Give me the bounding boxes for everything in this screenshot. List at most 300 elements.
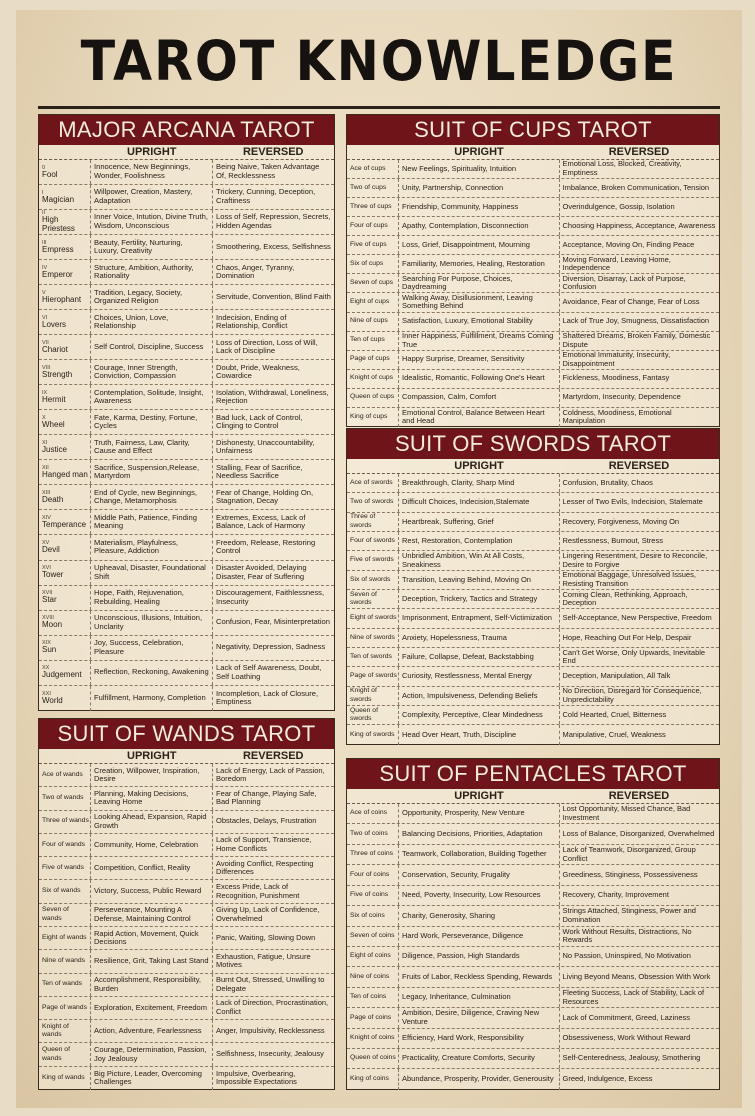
table-row <box>39 1043 334 1066</box>
card-number: IV <box>42 264 48 271</box>
reversed-meaning: No Direction, Disregard for Consequence, Unpredictability <box>562 686 702 704</box>
reversed-meaning: Negativity, Depression, Sadness <box>216 642 326 652</box>
reversed-meaning: Burnt Out, Stressed, Unwilling to Delegate <box>216 975 325 993</box>
card-name: King of wands <box>42 1074 85 1081</box>
table-row <box>347 609 719 628</box>
reversed-meaning: Cold Hearted, Cruel, Bitterness <box>562 710 667 719</box>
reversed-meaning: Impulsive, Overbearing, Impossible Expectations <box>216 1068 297 1087</box>
card-name: Chariot <box>42 344 68 354</box>
upright-meaning: Familiarity, Memories, Healing, Restoration <box>399 255 560 273</box>
card-number: XVIII <box>42 615 54 622</box>
reversed-meaning: Anger, Impulsivity, Recklessness <box>216 1025 325 1035</box>
reversed-meaning: Moving Forward, Leaving Home, Independence <box>562 255 671 273</box>
card-name-cell <box>39 586 91 610</box>
cups-column-headers <box>347 145 719 160</box>
upright-meaning: Looking Ahead, Expansion, Rapid Growth <box>91 811 213 833</box>
upright-meaning: Hard Work, Perseverance, Diligence <box>399 927 560 946</box>
card-name-cell <box>39 435 91 459</box>
table-row <box>347 474 719 493</box>
card-name: Eight of swords <box>350 614 397 622</box>
upright-meaning: Rapid Action, Movement, Quick Decisions <box>91 927 213 949</box>
table-row <box>39 661 334 686</box>
reversed-meaning: Giving Up, Lack of Confidence, Overwhelmed <box>216 905 320 923</box>
reversed-meaning: Lack of Direction, Procrastination, Conflict <box>216 998 329 1016</box>
card-name: Fool <box>42 169 58 179</box>
reversed-meaning: Discouragement, Faithlessness, Insecurity <box>216 587 325 606</box>
reversed-meaning: Fear of Change, Playing Safe, Bad Planning <box>216 788 317 807</box>
wands-title: SUIT OF WANDS TAROT <box>39 719 334 749</box>
card-name: Magician <box>42 194 75 204</box>
table-row <box>347 160 719 179</box>
card-name: Justice <box>42 445 67 455</box>
table-row <box>39 927 334 950</box>
card-name-cell <box>347 236 399 254</box>
table-row <box>347 1029 719 1049</box>
card-name: Four of coins <box>350 870 390 878</box>
card-name-cell <box>39 974 91 996</box>
table-row <box>39 974 334 997</box>
reversed-meaning: Overindulgence, Gossip, Isolation <box>562 201 675 211</box>
card-name: Nine of cups <box>350 317 388 325</box>
card-name-cell <box>39 834 91 856</box>
upright-meaning: Inner Happiness, Fulfillment, Dreams Coming True <box>399 332 560 350</box>
card-name-cell <box>39 1043 91 1065</box>
reversed-meaning: Lack of Support, Transience, Home Conflicts <box>216 835 312 853</box>
card-name: Ten of cups <box>350 336 385 344</box>
upright-meaning: New Feelings, Spirituality, Intuition <box>399 160 560 178</box>
reversed-meaning: Smoothering, Excess, Selfishness <box>216 241 331 251</box>
table-row <box>347 571 719 590</box>
upright-meaning: Happy Surprise, Dreamer, Sensitivity <box>399 351 560 369</box>
card-name-cell <box>347 255 399 273</box>
table-row <box>347 1049 719 1069</box>
card-number: XI <box>42 440 48 447</box>
card-name-cell <box>347 865 399 884</box>
upright-header: UPRIGHT <box>127 750 177 762</box>
card-name-cell <box>39 1067 91 1090</box>
table-row <box>347 865 719 885</box>
upright-meaning: Action, Adventure, Fearlessness <box>91 1020 213 1042</box>
table-row <box>347 824 719 844</box>
card-name-cell <box>39 485 91 509</box>
upright-meaning: Diligence, Passion, High Standards <box>399 947 560 966</box>
card-name-cell <box>39 460 91 484</box>
card-name-cell <box>39 880 91 902</box>
table-row <box>39 586 334 611</box>
upright-header: UPRIGHT <box>127 146 177 158</box>
reversed-meaning: Greed, Indulgence, Excess <box>562 1074 653 1084</box>
card-name: Strength <box>42 369 73 379</box>
reversed-meaning: Emotional Immaturity, Insecurity, Disappointment <box>562 350 671 368</box>
upright-meaning: Rest, Restoration, Contemplation <box>399 532 560 550</box>
reversed-meaning: Obsessiveness, Work Without Reward <box>562 1033 691 1043</box>
card-name-cell <box>347 845 399 864</box>
upright-meaning: Balancing Decisions, Priorities, Adaptation <box>399 824 560 843</box>
table-row <box>347 687 719 706</box>
card-name: Ace of cups <box>350 164 386 172</box>
card-name: Four of cups <box>350 221 388 229</box>
card-name: Eight of cups <box>350 298 390 306</box>
reversed-meaning: Panic, Waiting, Slowing Down <box>216 932 316 942</box>
table-row <box>347 179 719 198</box>
card-name-cell <box>347 551 399 569</box>
wands-rows <box>39 764 334 1090</box>
reversed-meaning: Fickleness, Moodiness, Fantasy <box>562 373 670 383</box>
card-name: Page of cups <box>350 355 390 363</box>
card-name: Five of wands <box>42 863 84 871</box>
card-name-cell <box>39 210 91 234</box>
upright-meaning: Fate, Karma, Destiny, Fortune, Cycles <box>91 410 213 434</box>
upright-meaning: Emotional Control, Balance Between Heart and Head <box>399 408 560 427</box>
table-row <box>347 725 719 744</box>
card-name-cell <box>347 927 399 946</box>
card-name-cell <box>39 636 91 660</box>
table-row <box>39 561 334 586</box>
card-name-cell <box>347 513 399 531</box>
card-number: VI <box>42 314 48 321</box>
card-name: Moon <box>42 620 63 630</box>
card-name-cell <box>39 787 91 809</box>
card-name-cell <box>347 274 399 292</box>
reversed-meaning: Martyrdom, Insecurity, Dependence <box>562 392 681 402</box>
page-title: TAROT KNOWLEDGE <box>80 29 678 93</box>
reversed-header: REVERSED <box>242 146 304 158</box>
table-row <box>347 236 719 255</box>
card-name-cell <box>347 571 399 589</box>
card-number: X <box>42 415 46 422</box>
card-name-cell <box>347 804 399 823</box>
card-name: Ace of coins <box>350 809 388 817</box>
upright-meaning: Courage, Inner Strength, Conviction, Compassion <box>91 360 213 384</box>
pentacles-panel <box>346 758 720 1090</box>
upright-meaning: Head Over Heart, Truth, Discipline <box>399 725 560 744</box>
upright-meaning: Planning, Making Decisions, Leaving Home <box>91 787 213 809</box>
card-name-cell <box>347 408 399 427</box>
table-row <box>39 857 334 880</box>
upright-meaning: Action, Impulsiveness, Defending Beliefs <box>399 687 560 705</box>
upright-meaning: Community, Home, Celebration <box>91 834 213 856</box>
reversed-meaning: Choosing Happiness, Acceptance, Awareness <box>562 220 716 230</box>
card-number: XII <box>42 465 49 472</box>
card-name: Five of swords <box>350 556 394 564</box>
table-row <box>347 408 719 427</box>
upright-meaning: Reflection, Reckoning, Awakening <box>91 661 213 685</box>
reversed-meaning: Excess Pride, Lack of Recognition, Punishment <box>216 881 300 900</box>
major-column-headers <box>39 145 334 160</box>
table-row <box>347 274 719 293</box>
card-number: XX <box>42 665 50 672</box>
card-name-cell <box>39 235 91 259</box>
table-row <box>39 611 334 636</box>
table-row <box>347 389 719 408</box>
card-name-cell <box>347 967 399 986</box>
card-name: Two of coins <box>350 829 388 837</box>
reversed-meaning: Coldness, Moodiness, Emotional Manipulation <box>562 407 672 426</box>
card-name: Page of wands <box>42 1003 87 1011</box>
table-row <box>39 260 334 285</box>
reversed-meaning: Obstacles, Delays, Frustration <box>216 816 317 826</box>
table-row <box>39 385 334 410</box>
card-name-cell <box>39 904 91 926</box>
card-name: Knight of cups <box>350 374 394 382</box>
upright-meaning: Compassion, Calm, Comfort <box>399 389 560 407</box>
upright-meaning: Perseverance, Mounting A Defense, Maintaining Control <box>91 904 213 926</box>
reversed-meaning: Confusion, Fear, Misinterpretation <box>216 617 330 627</box>
card-name-cell <box>347 313 399 331</box>
card-name: Wheel <box>42 420 65 430</box>
reversed-meaning: Shattered Dreams, Broken Family, Domestic Dispute <box>562 331 711 349</box>
upright-meaning: Inner Voice, Intution, Divine Truth, Wisdom, Unconscious <box>91 210 213 234</box>
upright-meaning: Conservation, Security, Frugality <box>399 865 560 884</box>
reversed-meaning: No Passion, Uninspired, No Motivation <box>562 951 691 961</box>
card-name: Two of swords <box>350 498 394 506</box>
table-row <box>347 988 719 1008</box>
table-row <box>39 510 334 535</box>
card-name-cell <box>347 706 399 724</box>
reversed-meaning: Lack of Energy, Lack of Passion, Boredom <box>216 765 325 784</box>
card-name: Hierophant <box>42 294 82 304</box>
reversed-meaning: Deception, Manipulation, All Talk <box>562 671 671 681</box>
upright-meaning: Difficult Choices, Indecision,Stalemate <box>399 493 560 511</box>
pentacles-rows <box>347 804 719 1090</box>
card-name-cell <box>39 661 91 685</box>
reversed-meaning: Fear of Change, Holding On, Stagnation, Decay <box>216 487 314 506</box>
reversed-meaning: Bad luck, Lack of Control, Clinging to Control <box>216 412 303 431</box>
card-name-cell <box>39 927 91 949</box>
upright-meaning: Truth, Fairness, Law, Clarity, Cause and Effect <box>91 435 213 459</box>
card-name: Ten of coins <box>350 993 387 1001</box>
reversed-meaning: Restlessness, Burnout, Stress <box>562 535 663 545</box>
table-row <box>347 198 719 217</box>
table-row <box>39 834 334 857</box>
title-divider <box>38 106 720 109</box>
reversed-meaning: Diversion, Disarray, Lack of Purpose, Confusion <box>562 274 686 292</box>
upright-meaning: Abundance, Prosperity, Provider, Generousity <box>399 1069 560 1089</box>
card-name: Lovers <box>42 319 67 329</box>
card-number: III <box>42 239 47 246</box>
card-number: XXI <box>42 690 51 697</box>
upright-meaning: Practicality, Creature Comforts, Security <box>399 1049 560 1068</box>
table-row <box>347 967 719 987</box>
table-row <box>39 997 334 1020</box>
table-row <box>39 235 334 260</box>
reversed-meaning: Living Beyond Means, Obsession With Work <box>562 971 711 981</box>
card-number: XVI <box>42 565 51 572</box>
reversed-meaning: Can't Get Worse, Only Upwards, Inevitable End <box>562 648 706 666</box>
card-number: XIX <box>42 640 51 647</box>
card-name: Three of swords <box>350 513 376 529</box>
card-name: High Priestess <box>42 215 75 234</box>
reversed-meaning: Freedom, Release, Restoring Control <box>216 537 316 556</box>
card-number: 0 <box>42 164 46 171</box>
table-row <box>39 686 334 711</box>
table-row <box>39 310 334 335</box>
reversed-meaning: Confusion, Brutality, Chaos <box>562 477 653 487</box>
swords-column-headers <box>347 459 719 474</box>
reversed-meaning: Loss of Direction, Loss of Will, Lack of Discipline <box>216 337 318 356</box>
card-name-cell <box>347 217 399 235</box>
table-row <box>347 804 719 824</box>
table-row <box>39 435 334 460</box>
card-name: Emperor <box>42 269 73 279</box>
reversed-meaning: Recovery, Forgiveness, Moving On <box>562 516 680 526</box>
table-row <box>347 351 719 370</box>
card-number: XVII <box>42 590 53 597</box>
card-number: VIII <box>42 364 51 371</box>
table-row <box>347 217 719 236</box>
card-number: II <box>42 210 46 217</box>
table-row <box>347 493 719 512</box>
card-name-cell <box>39 285 91 309</box>
table-row <box>347 590 719 609</box>
reversed-header: REVERSED <box>608 460 670 472</box>
card-name-cell <box>347 332 399 350</box>
card-name: Queen of cups <box>350 393 395 401</box>
upright-meaning: Unity, Partnership, Connection <box>399 179 560 197</box>
upright-meaning: Idealistic, Romantic, Following One's Heart <box>399 370 560 388</box>
card-name: Eight of wands <box>42 933 87 941</box>
upright-meaning: Sacrifice, Suspension,Release, Martyrdom <box>91 460 213 484</box>
upright-meaning: Structure, Ambition, Authority, Rationality <box>91 260 213 284</box>
table-row <box>39 787 334 810</box>
reversed-meaning: Avoidance, Fear of Change, Fear of Loss <box>562 297 700 307</box>
card-name-cell <box>39 1020 91 1042</box>
reversed-meaning: Loss of Balance, Disorganized, Overwhelmed <box>562 828 715 838</box>
card-name: Two of cups <box>350 183 387 191</box>
upright-meaning: Transition, Leaving Behind, Moving On <box>399 571 560 589</box>
card-name: Three of coins <box>350 850 394 858</box>
card-name-cell <box>347 629 399 647</box>
upright-meaning: Need, Poverty, Insecurity, Low Resources <box>399 886 560 905</box>
reversed-meaning: Servitude, Convention, Blind Faith <box>216 291 331 301</box>
upright-meaning: Courage, Determination, Passion, Joy Jealousy <box>91 1043 213 1065</box>
upright-meaning: Victory, Success, Public Reward <box>91 880 213 902</box>
card-number: I <box>42 189 44 196</box>
card-name: Four of swords <box>350 536 395 544</box>
reversed-header: REVERSED <box>608 146 670 158</box>
reversed-meaning: Exhaustion, Fatigue, Unsure Motives <box>216 951 311 970</box>
reversed-meaning: Loss of Self, Repression, Secrets, Hidden Agendas <box>216 212 331 231</box>
card-name-cell <box>39 535 91 559</box>
card-name-cell <box>347 160 399 178</box>
upright-meaning: Ambition, Desire, Diligence, Craving New Venture <box>399 1008 560 1027</box>
card-name: Judgement <box>42 670 82 680</box>
upright-meaning: Charity, Generosity, Sharing <box>399 906 560 925</box>
card-name-cell <box>347 179 399 197</box>
table-row <box>347 706 719 725</box>
card-name-cell <box>39 764 91 786</box>
reversed-meaning: Isolation, Withdrawal, Loneliness, Rejection <box>216 387 329 406</box>
upright-meaning: Unbridled Ambition, Win At All Costs, Sneakiness <box>399 551 560 569</box>
upright-meaning: Efficiency, Hard Work, Responsibility <box>399 1029 560 1048</box>
swords-title: SUIT OF SWORDS TAROT <box>347 429 719 459</box>
card-name-cell <box>347 1008 399 1027</box>
reversed-meaning: Manipulative, Cruel, Weakness <box>562 729 666 739</box>
upright-meaning: Joy, Success, Celebration, Pleasure <box>91 636 213 660</box>
reversed-meaning: Lack of Teamwork, Disorganized, Group Conflict <box>562 844 696 863</box>
reversed-meaning: Recovery, Charity, Improvement <box>562 890 669 900</box>
card-name-cell <box>39 950 91 972</box>
reversed-meaning: Acceptance, Moving On, Finding Peace <box>562 239 695 249</box>
card-name-cell <box>347 493 399 511</box>
card-name: Ace of swords <box>350 478 393 486</box>
card-name: Six of cups <box>350 260 384 268</box>
table-row <box>39 636 334 661</box>
card-name: Knight of wands <box>42 1022 69 1039</box>
card-name: Ace of wands <box>42 770 83 778</box>
card-name: Ten of wands <box>42 980 83 988</box>
card-name: King of swords <box>350 730 395 738</box>
swords-panel <box>346 428 720 745</box>
reversed-meaning: Greediness, Stinginess, Possessiveness <box>562 869 698 879</box>
upright-header: UPRIGHT <box>454 146 504 158</box>
card-name-cell <box>347 474 399 492</box>
major-arcana-title: MAJOR ARCANA TAROT <box>39 115 334 145</box>
upright-meaning: Willpower, Creation, Mastery, Adaptation <box>91 185 213 209</box>
card-name: Temperance <box>42 520 87 530</box>
table-row <box>39 764 334 787</box>
card-name-cell <box>347 648 399 666</box>
table-row <box>347 332 719 351</box>
card-name-cell <box>347 351 399 369</box>
card-name: Tower <box>42 570 64 580</box>
table-row <box>347 551 719 570</box>
table-row <box>347 370 719 389</box>
table-row <box>39 1067 334 1090</box>
card-name-cell <box>347 988 399 1007</box>
card-name-cell <box>39 185 91 209</box>
table-row <box>347 1069 719 1089</box>
card-name-cell <box>347 886 399 905</box>
reversed-meaning: Chaos, Anger, Tyranny, Domination <box>216 262 295 281</box>
table-row <box>347 886 719 906</box>
card-name-cell <box>39 335 91 359</box>
card-number: V <box>42 289 46 296</box>
card-name: Nine of wands <box>42 957 86 965</box>
upright-meaning: Tradition, Legacy, Society, Organized Religion <box>91 285 213 309</box>
upright-meaning: Contemplation, Solitude, Insight, Awareness <box>91 385 213 409</box>
card-name-cell <box>347 198 399 216</box>
upright-meaning: Innocence, New Beginnings, Wonder, Foolishness <box>91 160 213 184</box>
table-row <box>347 648 719 667</box>
reversed-meaning: Disaster Avoided, Delaying Disaster, Fear of Suffering <box>216 562 307 581</box>
card-name-cell <box>39 561 91 585</box>
upright-meaning: Opportunity, Prosperity, New Venture <box>399 804 560 823</box>
card-name: Queen of swords <box>350 706 378 723</box>
card-name: Page of swords <box>350 672 397 680</box>
card-name-cell <box>347 725 399 744</box>
reversed-header: REVERSED <box>608 790 670 802</box>
upright-meaning: Complexity, Perceptive, Clear Mindedness <box>399 706 560 724</box>
table-row <box>39 285 334 310</box>
reversed-meaning: Lingering Resentment, Desire to Reconcile, Desire to Forgive <box>562 551 708 569</box>
card-name: Six of coins <box>350 911 385 919</box>
card-name-cell <box>39 510 91 534</box>
card-name: Queen of wands <box>42 1045 70 1062</box>
cups-rows <box>347 160 719 427</box>
table-row <box>347 532 719 551</box>
table-row <box>39 360 334 385</box>
card-name-cell <box>347 293 399 311</box>
table-row <box>347 255 719 274</box>
reversed-meaning: Self-Centeredness, Jealousy, Smothering <box>562 1053 701 1063</box>
card-name-cell <box>347 532 399 550</box>
card-name: Seven of swords <box>350 590 377 607</box>
upright-meaning: Curiosity, Restlessness, Mental Energy <box>399 667 560 685</box>
cups-panel <box>346 114 720 427</box>
table-row <box>39 485 334 510</box>
card-name-cell <box>347 947 399 966</box>
